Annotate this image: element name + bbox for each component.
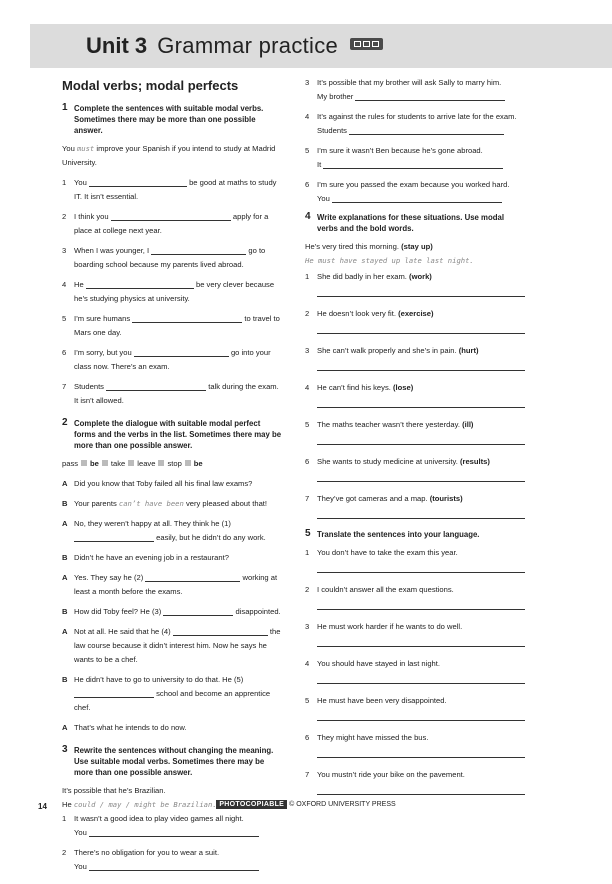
text: the law course because it didn’t interest him. Now he says he wants to be a chef.: [74, 627, 281, 664]
item-text: [305, 270, 525, 284]
list-item: [305, 620, 525, 647]
text: They might have missed the bus.: [317, 733, 429, 742]
sentence-start: You: [74, 828, 87, 837]
list-item: [62, 210, 284, 238]
item-number: 5: [305, 420, 310, 429]
dialogue-line: [62, 625, 284, 667]
sentence-start: Students: [317, 126, 347, 135]
text: You should have stayed in last night.: [317, 659, 440, 668]
text: be very clever because he’s studying physics at university.: [74, 280, 275, 303]
item-number: 3: [305, 622, 310, 631]
answer-line[interactable]: [317, 284, 525, 297]
word: be: [193, 459, 203, 468]
text: He: [74, 280, 84, 289]
speaker: A: [62, 479, 68, 488]
three-star-level-icon: [350, 38, 383, 50]
bold-word: (exercise): [398, 309, 434, 318]
item-number: 2: [305, 585, 310, 594]
text: How did Toby feel? He (3): [74, 607, 162, 616]
list-item: [305, 418, 525, 445]
text: She can’t walk properly and she’s in pain.: [317, 346, 457, 355]
example: He’s very tired this morning. (stay up) He must have stayed up late last night.: [305, 240, 525, 268]
line-text: [74, 605, 284, 619]
word: leave: [137, 459, 156, 468]
text: very pleased about that!: [185, 499, 268, 508]
item-text: [305, 694, 525, 708]
item-number: 3: [305, 78, 310, 87]
item-number: 4: [305, 112, 310, 121]
item-text: [305, 381, 525, 395]
photocopiable-badge: PHOTOCOPIABLE: [216, 800, 287, 809]
list-item: [305, 270, 525, 297]
list-item: [305, 694, 525, 721]
title-subtitle: Grammar practice: [157, 33, 339, 58]
exercise-number: 5: [305, 528, 311, 539]
list-item: [62, 346, 284, 374]
text: I’m sure humans: [74, 314, 131, 323]
sentence: I’m sure you passed the exam because you worked hard.: [317, 180, 510, 189]
answer-blank[interactable]: [89, 827, 259, 837]
bold-word: (tourists): [429, 494, 463, 503]
list-item: [62, 846, 284, 874]
example-answer: can’t have been: [118, 499, 184, 508]
bold-word: (hurt): [458, 346, 479, 355]
text: The maths teacher wasn’t there yesterday.: [317, 420, 460, 429]
answer-line[interactable]: [317, 634, 525, 647]
text: Didn’t he have an evening job in a restaurant?: [74, 553, 229, 562]
list-item: [62, 278, 284, 306]
example-answer: could / may / might be Brazilian.: [73, 800, 217, 809]
text: I’m sorry, but you: [74, 348, 132, 357]
exercise-number: 3: [62, 744, 68, 755]
item-text: [74, 380, 284, 408]
item-number: 7: [305, 770, 310, 779]
item-number: 1: [62, 814, 67, 823]
speaker: B: [62, 675, 68, 684]
dialogue-line: [62, 605, 284, 619]
item-text: [305, 492, 525, 506]
text: Your parents: [74, 499, 117, 508]
answer-blank[interactable]: [132, 313, 242, 323]
item-text: [74, 244, 284, 272]
list-item: [62, 380, 284, 408]
exercise-2: [62, 418, 284, 735]
answer-line[interactable]: [317, 321, 525, 334]
answer-blank[interactable]: [332, 193, 502, 203]
text: He must work harder if he wants to do well.: [317, 622, 463, 631]
text: He must have been very disappointed.: [317, 696, 447, 705]
text: Did you know that Toby failed all his final law exams?: [74, 479, 253, 488]
item-text: [74, 176, 284, 204]
dialogue-line: [62, 571, 284, 599]
text: to travel to Mars one day.: [74, 314, 280, 337]
item-text: [317, 178, 525, 206]
item-text: [74, 210, 284, 238]
item-text: [305, 344, 525, 358]
speaker: B: [62, 553, 68, 562]
text: She wants to study medicine at university.: [317, 457, 458, 466]
item-text: [305, 455, 525, 469]
item-text: [317, 76, 525, 104]
item-number: 4: [62, 280, 67, 289]
header-bar: [30, 24, 612, 68]
item-text: [305, 620, 525, 634]
text: be good at maths to study IT. It isn’t essential.: [74, 178, 277, 201]
item-text: [305, 583, 525, 597]
exercise-number: 1: [62, 102, 68, 113]
exercise-1: [62, 103, 284, 408]
text: You don’t have to take the exam this year.: [317, 548, 458, 557]
item-number: 1: [305, 548, 310, 557]
unit-label: Unit 3: [86, 33, 148, 58]
item-text: [74, 346, 284, 374]
item-number: 4: [305, 383, 310, 392]
list-item: [305, 583, 525, 610]
exercise-instruction: Translate the sentences into your language.: [317, 530, 480, 539]
bold-word: (ill): [462, 420, 474, 429]
list-item: [305, 492, 525, 519]
item-number: 6: [305, 180, 310, 189]
text: disappointed.: [235, 607, 281, 616]
sentence: It wasn’t a good idea to play video games all night.: [74, 814, 244, 823]
item-text: [74, 278, 284, 306]
item-text: [317, 144, 525, 172]
item-number: 1: [62, 178, 67, 187]
item-number: 5: [305, 696, 310, 705]
list-item: [305, 768, 525, 795]
example-answer: must: [76, 144, 95, 153]
speaker: A: [62, 627, 68, 636]
line-text: [74, 551, 284, 565]
answer-line[interactable]: [317, 506, 525, 519]
answer-blank[interactable]: [355, 91, 505, 101]
exercise-instruction: Write explanations for these situations. Use modal verbs and the bold words.: [317, 213, 505, 233]
speaker: B: [62, 607, 68, 616]
item-number: 6: [62, 348, 67, 357]
text: Not at all. He said that he (4): [74, 627, 171, 636]
answer-line[interactable]: [317, 745, 525, 758]
list-item: [305, 455, 525, 482]
right-column: [305, 76, 525, 805]
line-text: [74, 721, 284, 735]
dialogue-line: [62, 673, 284, 715]
example: You must improve your Spanish if you intend to study at Madrid University.: [62, 144, 276, 167]
speaker: A: [62, 573, 68, 582]
item-text: [305, 731, 525, 745]
sentence: It’s possible that my brother will ask Sally to marry him.: [317, 78, 502, 87]
rewrite-line: [317, 192, 525, 206]
item-text: [305, 546, 525, 560]
item-number: 2: [305, 309, 310, 318]
exercise-number: 2: [62, 417, 68, 428]
exercise-5: [305, 529, 525, 795]
dialogue-line: [62, 721, 284, 735]
separator-square-icon: [128, 460, 134, 466]
list-item: [305, 110, 525, 138]
answer-line[interactable]: [317, 597, 525, 610]
item-number: 2: [62, 848, 67, 857]
item-number: 3: [305, 346, 310, 355]
answer-line[interactable]: [317, 708, 525, 721]
answer-line[interactable]: [317, 782, 525, 795]
item-text: [305, 768, 525, 782]
bold-word: (work): [409, 272, 432, 281]
speaker: B: [62, 499, 68, 508]
list-item: [305, 144, 525, 172]
rewrite-line: [74, 826, 284, 840]
dialogue-line: [62, 517, 284, 545]
item-number: 7: [62, 382, 67, 391]
item-number: 4: [305, 659, 310, 668]
text: No, they weren’t happy at all. They think he (1): [74, 519, 231, 528]
list-item: [62, 176, 284, 204]
word-list: [62, 457, 284, 471]
text: go into your class now. There’s an exam.: [74, 348, 271, 371]
text: He doesn’t look very fit.: [317, 309, 396, 318]
list-item: [305, 546, 525, 573]
exercise-number: 4: [305, 211, 311, 222]
list-item: [62, 244, 284, 272]
answer-blank[interactable]: [86, 279, 194, 289]
dialogue-line: [62, 551, 284, 565]
answer-blank[interactable]: [323, 159, 503, 169]
exercise-3: [62, 745, 284, 874]
list-item: [305, 178, 525, 206]
answer-blank[interactable]: [134, 347, 229, 357]
sentence-start: You: [74, 862, 87, 871]
dialogue-line: [62, 477, 284, 491]
section-title: Modal verbs; modal perfects: [62, 78, 239, 93]
item-text: [305, 657, 525, 671]
answer-blank[interactable]: [111, 211, 231, 221]
rewrite-line: [74, 860, 284, 874]
list-item: [305, 657, 525, 684]
page-title: [86, 33, 383, 59]
line-text: [74, 673, 284, 715]
item-text: [305, 307, 525, 321]
example-answer: He must have stayed up late last night.: [305, 256, 474, 265]
word: take: [110, 459, 126, 468]
text: When I was younger, I: [74, 246, 150, 255]
exercise-instruction: Rewrite the sentences without changing the meaning. Use suitable modal verbs. Sometimes there may be more than one possible answer.: [74, 746, 274, 777]
item-text: [74, 846, 284, 874]
text: You mustn’t ride your bike on the pavement.: [317, 770, 465, 779]
speaker: A: [62, 519, 68, 528]
text: She did badly in her exam.: [317, 272, 407, 281]
speaker: A: [62, 723, 68, 732]
answer-line[interactable]: [317, 358, 525, 371]
text: easily, but he didn’t do any work.: [156, 533, 266, 542]
answer-blank[interactable]: [89, 177, 187, 187]
sentence-start: It: [317, 160, 322, 169]
text: He didn’t have to go to university to do that. He (5): [74, 675, 244, 684]
separator-square-icon: [158, 460, 164, 466]
answer-blank[interactable]: [106, 381, 206, 391]
left-column: [62, 76, 284, 884]
answer-blank[interactable]: [89, 861, 259, 871]
separator-square-icon: [185, 460, 191, 466]
sentence: There’s no obligation for you to wear a suit.: [74, 848, 220, 857]
answer-blank[interactable]: [151, 245, 246, 255]
item-text: [74, 312, 284, 340]
item-text: [317, 110, 525, 138]
item-number: 2: [62, 212, 67, 221]
line-text: [74, 477, 284, 491]
rewrite-line: [317, 90, 525, 104]
item-number: 6: [305, 733, 310, 742]
item-number: 3: [62, 246, 67, 255]
exercise-instruction: Complete the sentences with suitable modal verbs. Sometimes there may be more than one possible answer.: [74, 104, 264, 135]
example: It’s possible that he’s Brazilian. He could / may / might be Brazilian.: [62, 786, 217, 809]
line-text: [74, 497, 284, 511]
text: They’ve got cameras and a map.: [317, 494, 428, 503]
publisher-credit: © OXFORD UNIVERSITY PRESS: [289, 801, 396, 808]
text: apply for a place at college next year.: [74, 212, 269, 235]
text: That’s what he intends to do now.: [74, 723, 187, 732]
page-number: 14: [38, 802, 47, 811]
separator-square-icon: [102, 460, 108, 466]
text: school and become an apprentice chef.: [74, 689, 271, 712]
item-number: 7: [305, 494, 310, 503]
text: I couldn’t answer all the exam questions.: [317, 585, 454, 594]
item-number: 1: [305, 272, 310, 281]
answer-line[interactable]: [317, 469, 525, 482]
item-number: 5: [62, 314, 67, 323]
answer-blank[interactable]: [74, 688, 154, 698]
line-text: [74, 625, 284, 667]
word: be: [90, 459, 99, 468]
text: go to boarding school because my parents lived abroad.: [74, 246, 266, 269]
text: talk during the exam. It isn’t allowed.: [74, 382, 279, 405]
text: Students: [74, 382, 104, 391]
answer-blank[interactable]: [163, 606, 233, 616]
answer-line[interactable]: [317, 671, 525, 684]
list-item: [305, 76, 525, 104]
dialogue-line: [62, 497, 284, 511]
text: You: [74, 178, 87, 187]
rewrite-line: [317, 124, 525, 138]
text: working at least a month before the exams.: [74, 573, 278, 596]
list-item: [305, 731, 525, 758]
list-item: [62, 312, 284, 340]
sentence: It’s against the rules for students to arrive late for the exam.: [317, 112, 517, 121]
list-item: [62, 812, 284, 840]
item-text: [74, 812, 284, 840]
text: Yes. They say he (2): [74, 573, 144, 582]
sentence-start: My brother: [317, 92, 354, 101]
list-item: [305, 344, 525, 371]
bold-word: (lose): [393, 383, 414, 392]
answer-line[interactable]: [317, 560, 525, 573]
word: stop: [167, 459, 182, 468]
text: He can’t find his keys.: [317, 383, 391, 392]
list-item: [305, 307, 525, 334]
list-item: [305, 381, 525, 408]
item-number: 6: [305, 457, 310, 466]
exercise-4: [305, 212, 525, 519]
answer-line[interactable]: [317, 395, 525, 408]
separator-square-icon: [81, 460, 87, 466]
item-number: 5: [305, 146, 310, 155]
line-text: [74, 571, 284, 599]
sentence: I’m sure it wasn’t Ben because he’s gone abroad.: [317, 146, 483, 155]
text: I think you: [74, 212, 109, 221]
answer-blank[interactable]: [145, 572, 240, 582]
sentence-start: You: [317, 194, 330, 203]
word: pass: [62, 459, 79, 468]
answer-blank[interactable]: [74, 532, 154, 542]
footer: [0, 801, 612, 808]
item-text: [305, 418, 525, 432]
line-text: [74, 517, 284, 545]
answer-blank[interactable]: [349, 125, 504, 135]
answer-line[interactable]: [317, 432, 525, 445]
answer-blank[interactable]: [173, 626, 268, 636]
exercise-instruction: Complete the dialogue with suitable modal perfect forms and the verbs in the list. Sometimes there may be more than one possible answer.: [74, 419, 282, 450]
rewrite-line: [317, 158, 525, 172]
bold-word: (results): [459, 457, 490, 466]
